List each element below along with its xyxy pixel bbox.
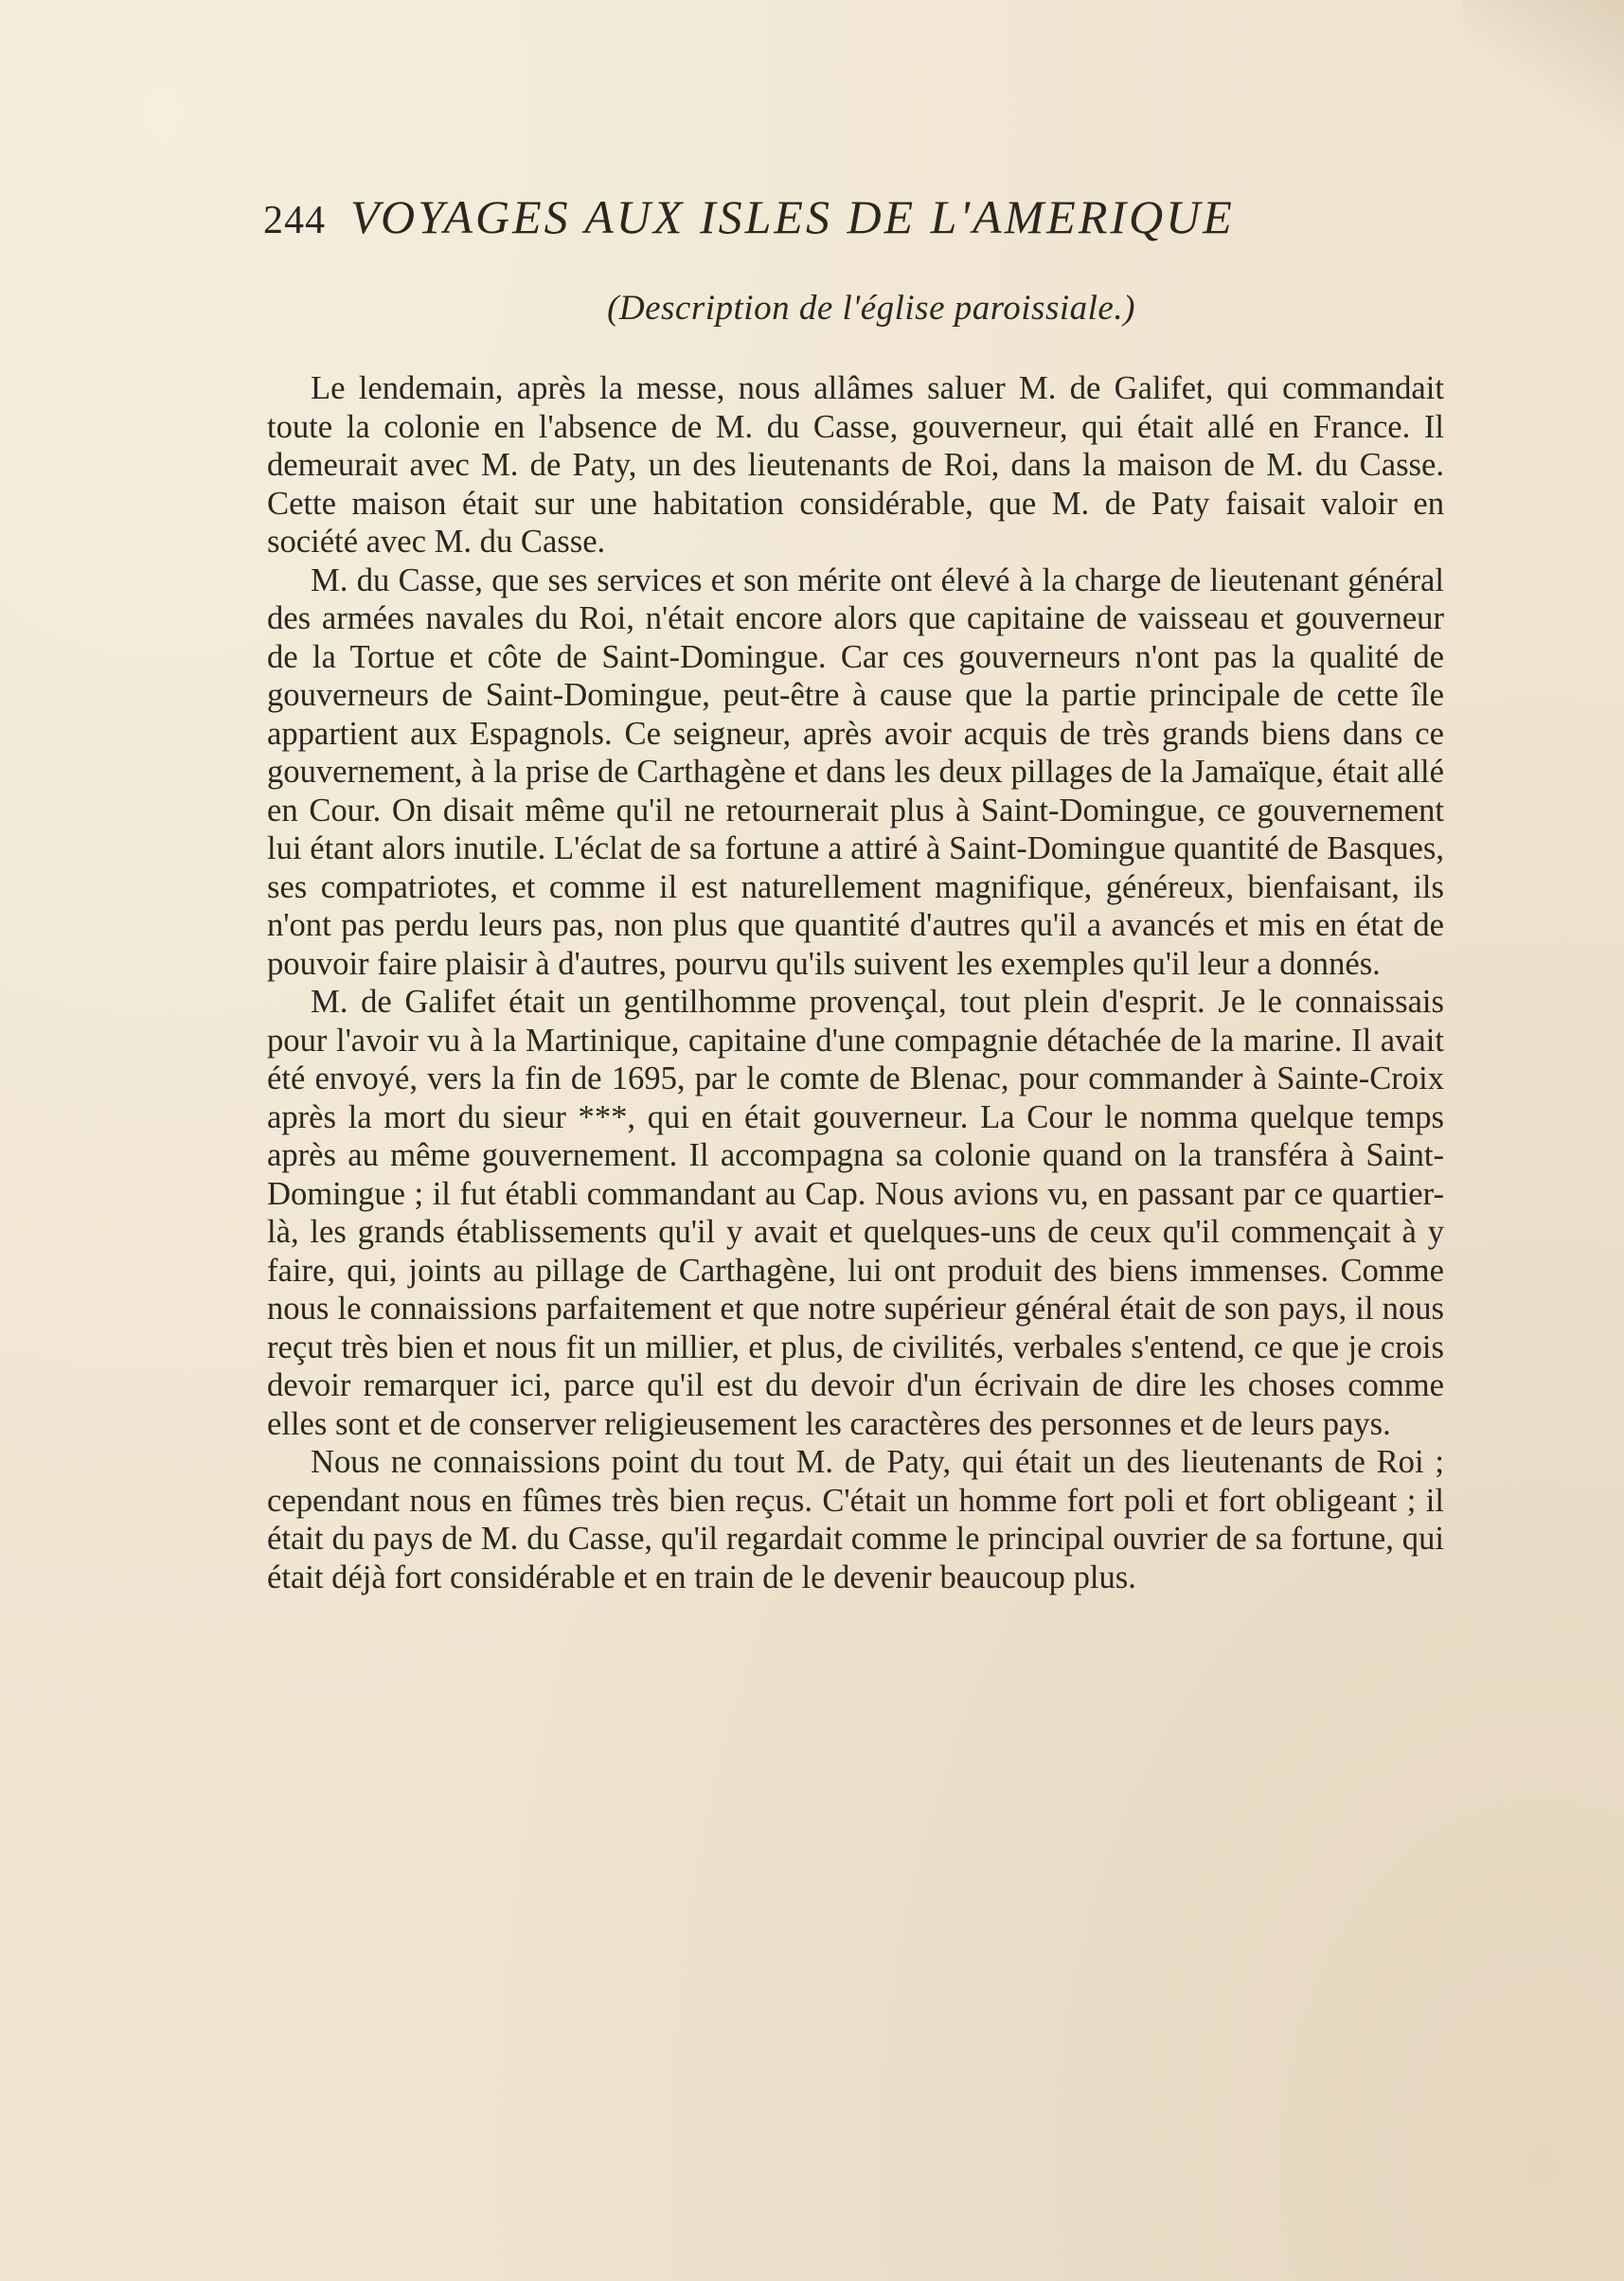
- paragraph: Nous ne connaissions point du tout M. de Paty, qui était un des lieutenants de Roi ; cependant nous en fûmes très bien reçus. C'était un homme fort poli et fort obligeant ; il était du pays de M. du Casse, qu'il regardait comme le principal ouvrier de sa fortune, qui était déjà fort considérable et en train de le devenir beaucoup plus.: [267, 1444, 1444, 1595]
- running-title: VOYAGES AUX ISLES DE L'AMERIQUE: [350, 190, 1235, 243]
- paragraph: Le lendemain, après la messe, nous allâmes saluer M. de Galifet, qui commandait toute la colonie en l'absence de M. du Casse, gouverneur, qui était allé en France. Il demeurait avec M. de Paty, un des lieutenants de Roi, dans la maison de M. du Casse. Cette maison était sur une habitation considérable, que M. de Paty faisait valoir en société avec M. du Casse.: [267, 370, 1444, 560]
- page-number: 244: [263, 199, 326, 242]
- page-corner-shading: [1463, 0, 1624, 142]
- paragraph: M. de Galifet était un gentilhomme provençal, tout plein d'esprit. Je le connaissais pour l'avoir vu à la Martinique, capitaine d'une compagnie détachée de la marine. Il avait été envoyé, vers la fin de 1695, par le comte de Blenac, pour commander à Sainte-Croix après la mort du sieur ***, qui en était gouverneur. La Cour le nomma quelque temps après au même gouvernement. Il accompagna sa colonie quand on la transféra à Saint-Domingue ; il fut établi commandant au Cap. Nous avions vu, en passant par ce quartier-là, les grands établissements qu'il y avait et quelques-uns de ceux qu'il commençait à y faire, qui, joints au pillage de Carthagène, lui ont produit des biens immenses. Comme nous le connaissions parfaitement et que notre supérieur général était de son pays, il nous reçut très bien et nous fit un millier, et plus, de civilités, verbales s'entend, ce que je crois devoir remarquer ici, parce qu'il est du devoir d'un écrivain de dire les choses comme elles sont et de conserver religieusement les caractères des personnes et de leurs pays.: [267, 984, 1444, 1442]
- running-header: [263, 189, 1447, 256]
- paragraph: M. du Casse, que ses services et son mérite ont élevé à la charge de lieutenant général des armées navales du Roi, n'était encore alors que capitaine de vaisseau et gouverneur de la Tortue et côte de Saint-Domingue. Car ces gouverneurs n'ont pas la qualité de gouverneurs de Saint-Domingue, peut-être à cause que la partie principale de cette île appartient aux Espagnols. Ce seigneur, après avoir acquis de très grands biens dans ce gouvernement, à la prise de Carthagène et dans les deux pillages de la Jamaïque, était allé en Cour. On disait même qu'il ne retournerait plus à Saint-Domingue, ce gouvernement lui étant alors inutile. L'éclat de sa fortune a attiré à Saint-Domingue quantité de Basques, ses compatriotes, et comme il est naturellement magnifique, généreux, bienfaisant, ils n'ont pas perdu leurs pas, non plus que quantité d'autres qu'il a avancés et mis en état de pouvoir faire plaisir à d'autres, pourvu qu'ils suivent les exemples qu'il leur a donnés.: [267, 561, 1444, 982]
- body-text: [267, 369, 1444, 1596]
- section-subtitle: (Description de l'église paroissiale.): [607, 289, 1135, 328]
